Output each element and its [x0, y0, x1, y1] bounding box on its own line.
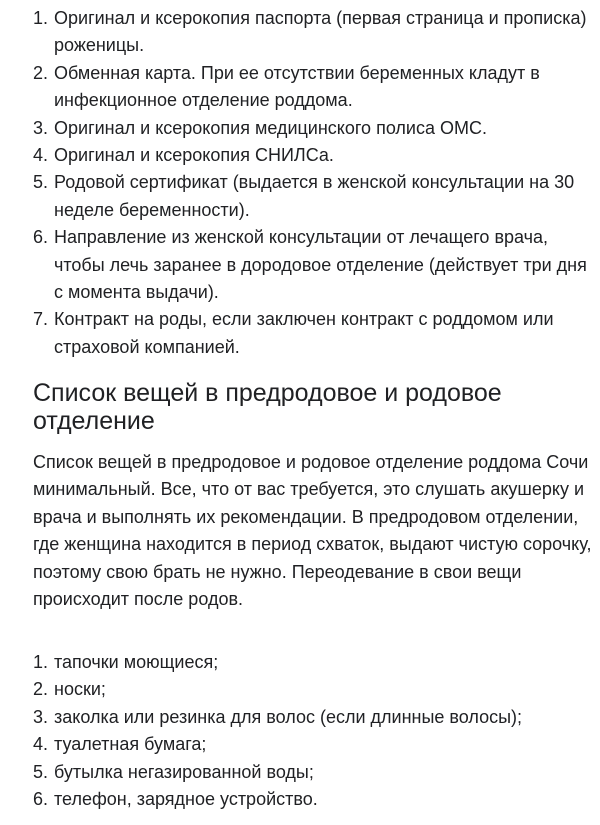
list-item-number: 7. — [33, 309, 49, 330]
list-item-text: Направление из женской консультации от лечащего врача, чтобы лечь заранее в дородовое отделение (действует три дня с момента выдачи). — [54, 227, 587, 303]
list-item — [0, 169, 600, 224]
list-item-text: тапочки моющиеся; — [54, 652, 219, 672]
list-item-text: Контракт на роды, если заключен контракт с роддомом или страховой компанией. — [54, 309, 554, 357]
section-paragraph: Список вещей в предродовое и родовое отделение роддома Сочи минимальный. Все, что от вас требуется, это слушать акушерку и врача и выполнять их рекомендации. В предродовом отделении, где женщина находится в период схваток, выдают чистую сорочку, поэтому свою брать не нужно. Переодевание в свои вещи происходит после родов. — [33, 452, 592, 610]
list-item — [0, 786, 600, 813]
list-item-number: 5. — [33, 172, 49, 193]
list-item-number: 3. — [33, 706, 49, 727]
list-item-text: Обменная карта. При ее отсутствии беременных кладут в инфекционное отделение роддома. — [54, 62, 540, 111]
documents-list — [0, 5, 600, 361]
list-item-text: Родовой сертификат (выдается в женской консультации на 30 неделе беременности). — [54, 172, 575, 220]
list-item — [0, 142, 600, 169]
list-item — [0, 224, 600, 306]
list-item-text: бутылка негазированной воды; — [54, 761, 314, 782]
list-item — [0, 676, 600, 703]
list-item — [0, 759, 600, 786]
list-item-text: телефон, зарядное устройство. — [54, 789, 318, 810]
list-item — [0, 115, 600, 142]
list-item-text: туалетная бумага; — [54, 734, 207, 755]
list-item-text: Оригинал и ксерокопия паспорта (первая страница и прописка) роженицы. — [54, 8, 587, 56]
items-list — [0, 649, 600, 813]
list-item — [0, 704, 600, 731]
list-item — [0, 5, 600, 60]
list-item — [0, 306, 600, 361]
list-item-number: 3. — [33, 117, 49, 138]
list-item — [0, 60, 600, 115]
list-item-text: носки; — [54, 679, 106, 700]
list-item-text: Оригинал и ксерокопия СНИЛСа. — [54, 145, 334, 166]
list-item-number: 6. — [33, 789, 49, 810]
list-item-number: 1. — [33, 8, 49, 28]
list-item-number: 2. — [33, 679, 49, 700]
list-item-text: Оригинал и ксерокопия медицинского полиса ОМС. — [54, 117, 487, 138]
section-heading: Список вещей в предродовое и родовое отделение — [33, 379, 502, 435]
list-item-number: 4. — [33, 145, 49, 166]
list-item — [0, 731, 600, 758]
list-item-number: 6. — [33, 227, 49, 248]
list-item-number: 2. — [33, 62, 49, 83]
list-item-text: заколка или резинка для волос (если длинные волосы); — [54, 706, 523, 727]
list-item-number: 4. — [33, 734, 49, 755]
list-item — [0, 649, 600, 676]
list-item-number: 5. — [33, 761, 49, 782]
list-item-number: 1. — [33, 652, 49, 672]
